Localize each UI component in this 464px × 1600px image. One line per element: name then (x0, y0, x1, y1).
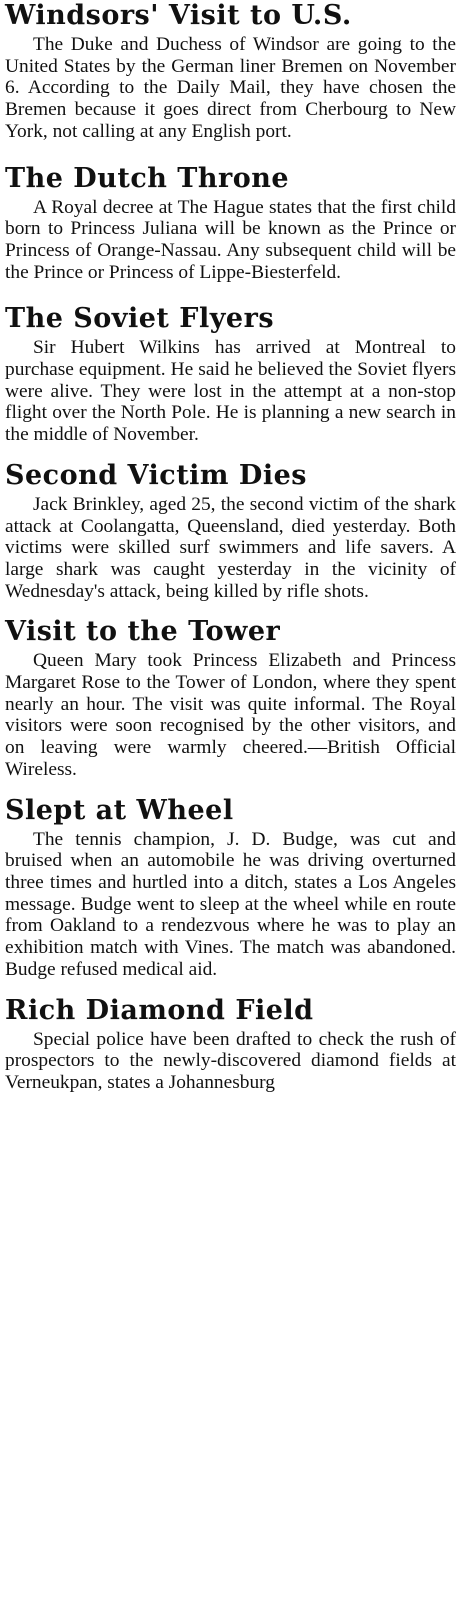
article-body: The Duke and Duchess of Windsor are going to the United States by the German liner Bremen on November 6. According to the Daily Mail, they have chosen the Bremen because it goes direct from Cherbourg to New York, not calling at any English port. (5, 34, 456, 142)
article-headline: Visit to the Tower (5, 616, 281, 648)
article-visit-tower (5, 616, 456, 780)
article-headline: Second Victim Dies (5, 459, 307, 491)
article-body: A Royal decree at The Hague states that the first child born to Princess Juliana will be known as the Prince or Princess of Orange-Nassau. Any subsequent child will be the Prince or Princess of Lippe-Biesterfeld. (5, 196, 456, 283)
article-rich-diamond-field (5, 995, 456, 1094)
article-windsors-visit (5, 0, 456, 143)
article-slept-at-wheel (5, 795, 456, 981)
article-headline: The Soviet Flyers (5, 303, 275, 335)
article-headline: Slept at Wheel (5, 794, 234, 826)
article-body: Special police have been drafted to check the rush of prospectors to the newly-discovered diamond fields at Verneukpan, states a Johannesburg (5, 1028, 456, 1093)
article-dutch-throne (5, 163, 456, 284)
article-body: Jack Brinkley, aged 25, the second victim of the shark attack at Coolangatta, Queensland, died yesterday. Both victims were skilled surf swimmers and life savers. A large shark was caught yesterday in the vicinity of Wednesday's attack, being killed by rifle shots. (5, 493, 456, 602)
article-soviet-flyers (5, 303, 456, 446)
article-body: Queen Mary took Princess Elizabeth and Princess Margaret Rose to the Tower of London, where they spent nearly an hour. The visit was quite informal. The Royal visitors were soon recognised by the other visitors, and on leaving were warmly cheered.—British Official Wireless. (5, 650, 456, 780)
article-body: The tennis champion, J. D. Budge, was cut and bruised when an automobile he was driving overturned three times and hurtled into a ditch, states a Los Angeles message. Budge went to sleep at the wheel while en route from Oakland to a rendezvous where he was to play an exhibition match with Vines. The match was abandoned. Budge refused medical aid. (5, 828, 456, 980)
article-headline: The Dutch Throne (5, 162, 290, 194)
article-headline: Rich Diamond Field (5, 994, 314, 1026)
article-second-victim (5, 460, 456, 603)
article-headline: Windsors' Visit to U.S. (5, 0, 352, 31)
article-body: Sir Hubert Wilkins has arrived at Montreal to purchase equipment. He said he believed the Soviet flyers were alive. They were lost in the attempt at a non-stop flight over the North Pole. He is planning a new search in the middle of November. (5, 337, 456, 446)
